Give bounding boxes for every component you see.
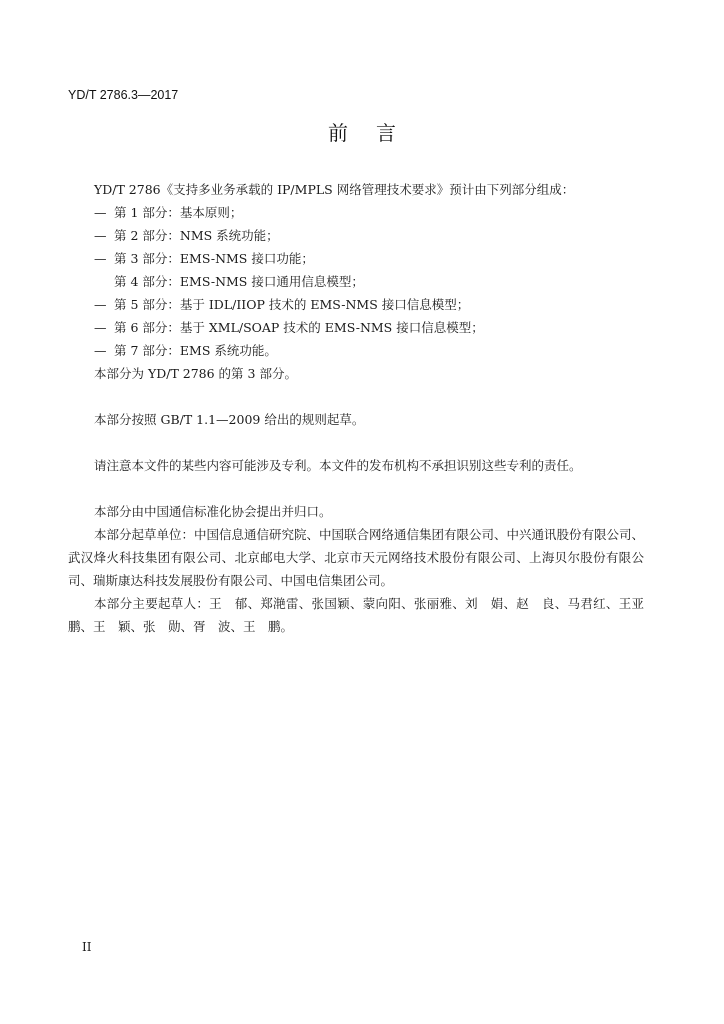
list-item [68,270,644,293]
list-item [68,339,644,362]
list-item-text: 第 7 部分：EMS 系统功能。 [114,343,277,358]
proposed-by-statement: 本部分由中国通信标准化协会提出并归口。 [94,504,332,519]
list-dash: — [94,343,107,358]
page-title: 前言 [328,121,424,145]
list-item-text: 第 5 部分：基于 IDL/IIOP 技术的 EMS-NMS 接口信息模型； [114,297,470,312]
list-dash: — [94,297,107,312]
list-dash: — [94,251,107,266]
page-number: II [82,940,92,954]
spacer [68,431,644,454]
list-item-text: 第 6 部分：基于 XML/SOAP 技术的 EMS-NMS 接口信息模型； [114,320,484,335]
this-part-statement: 本部分为 YD/T 2786 的第 3 部分。 [94,366,297,381]
drafters-paragraph: 本部分主要起草人：王 郁、郑滟雷、张国颖、蒙向阳、张丽雅、刘 娟、赵 良、马君红、王亚鹏、王 颖、张 勋、胥 波、王 鹏。 [68,596,644,634]
list-item-text: 第 4 部分：EMS-NMS 接口通用信息模型； [114,274,364,289]
spacer [68,385,644,408]
list-item [68,316,644,339]
patent-notice: 请注意本文件的某些内容可能涉及专利。本文件的发布机构不承担识别这些专利的责任。 [94,458,582,473]
drafting-units-paragraph: 本部分起草单位：中国信息通信研究院、中国联合网络通信集团有限公司、中兴通讯股份有限公司、武汉烽火科技集团有限公司、北京邮电大学、北京市天元网络技术股份有限公司、上海贝尔股份有限公司、瑞斯康达科技发展股份有限公司、中国电信集团公司。 [68,527,645,588]
spacer [68,477,644,500]
document-code: YD/T 2786.3—2017 [68,88,179,102]
list-dash: — [94,320,107,335]
intro-line: YD/T 2786《支持多业务承载的 IP/MPLS 网络管理技术要求》预计由下列部分组成： [94,182,575,197]
foreword-body [68,178,644,638]
list-item-text: 第 2 部分：NMS 系统功能； [114,228,279,243]
list-dash: — [94,228,107,243]
list-item [68,247,644,270]
list-item-text: 第 3 部分：EMS-NMS 接口功能； [114,251,314,266]
list-item [68,201,644,224]
list-item [68,224,644,247]
list-item-text: 第 1 部分：基本原则； [114,205,243,220]
list-item [68,293,644,316]
list-dash: — [94,205,107,220]
drafting-rules-statement: 本部分按照 GB/T 1.1—2009 给出的规则起草。 [94,412,365,427]
